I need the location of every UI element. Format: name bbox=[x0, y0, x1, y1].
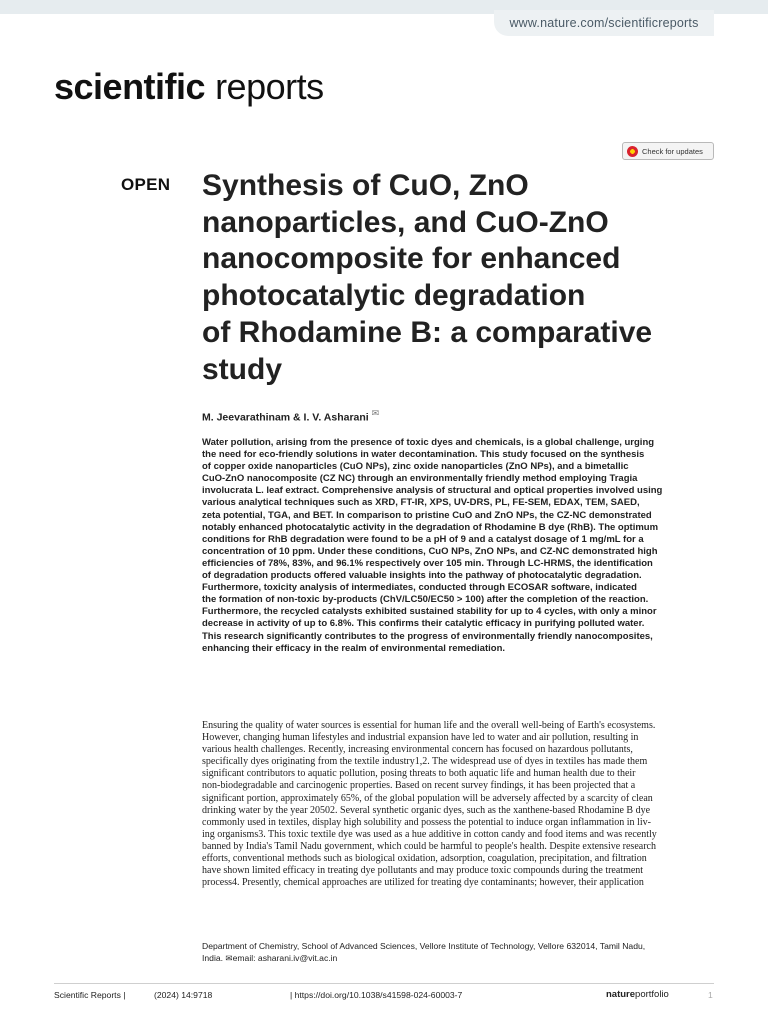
body-line: efforts, conventional methods such as biological oxidation, adsorption, coagulation, precipitation, and filtration bbox=[202, 853, 647, 865]
abstract-line: Furthermore, the recycled catalysts exhibited sustained stability for up to 4 cycles, with only a minor bbox=[202, 606, 657, 618]
title-line: Synthesis of CuO, ZnO bbox=[202, 169, 529, 202]
body-line: various health challenges. Recently, increasing environmental concern has focused on hazardous pollutants, bbox=[202, 744, 633, 756]
abstract-line: This research significantly contributes to the progress of environmentally friendly nanocomposites, bbox=[202, 630, 653, 642]
footer-volume: (2024) 14:9718 bbox=[154, 990, 213, 1000]
introduction-text bbox=[202, 720, 718, 889]
body-line: Ensuring the quality of water sources is essential for human life and the overall well-being of Earth's ecosystems. bbox=[202, 720, 656, 731]
body-line: ing organisms3. This toxic textile dye was used as a hue additive in cotton candy and food items and was recently bbox=[202, 828, 657, 840]
check-for-updates-label: Check for updates bbox=[642, 146, 703, 156]
journal-logo-light: reports bbox=[215, 66, 324, 107]
email-icon[interactable]: ✉ bbox=[371, 408, 380, 418]
body-line: commonly used in textiles, display high solubility and possess the potential to induce organ inflammation in liv- bbox=[202, 816, 651, 828]
article-title bbox=[202, 168, 712, 388]
title-line: nanoparticles, and CuO-ZnO bbox=[202, 205, 609, 239]
body-line: specifically dyes originating from the textile industry1,2. The widespread use of dyes in textiles has made them bbox=[202, 756, 648, 768]
abstract-line: concentration of 10 ppm. Under these conditions, CuO NPs, ZnO NPs, and CZ-NC demonstrated high bbox=[202, 545, 658, 557]
abstract-line: decrease in activity of up to 6.8%. This confirms their catalytic efficacy in purifying polluted water. bbox=[202, 618, 645, 630]
abstract-line: efficiencies of 78%, 83%, and 96.1% respectively over 105 min. Through LC-HRMS, the identification bbox=[202, 557, 653, 569]
check-for-updates-button[interactable] bbox=[622, 142, 714, 160]
body-line: However, changing human lifestyles and industrial expansion have led to water and air pollution, resulting in bbox=[202, 732, 639, 744]
body-line: significant portion, approximately 65%, of the global population will be adversely affected by a scarcity of clean bbox=[202, 792, 653, 804]
open-access-label: OPEN bbox=[121, 175, 171, 194]
brand-light: portfolio bbox=[635, 989, 669, 1000]
brand-bold: nature bbox=[606, 989, 636, 1000]
affiliation-line: India. ✉email: asharani.iv@vit.ac.in bbox=[202, 953, 338, 964]
footer-doi-link[interactable]: | https://doi.org/10.1038/s41598-024-60003-7 bbox=[290, 990, 463, 1000]
abstract-line: conditions for RhB degradation were found to be a pH of 9 and a catalyst dosage of 1 mg/mL for a bbox=[202, 533, 644, 545]
title-line: of Rhodamine B: a comparative bbox=[202, 315, 653, 349]
title-line: nanocomposite for enhanced bbox=[202, 242, 621, 276]
author-list[interactable] bbox=[202, 408, 379, 424]
body-line: non-biodegradable and carcinogenic properties. Based on recent survey findings, it has been projected that a bbox=[202, 780, 636, 792]
abstract-line: the formation of non-toxic by-products (ChV/LC50/EC50 > 100) after the completion of the reaction. bbox=[202, 594, 649, 606]
body-line: have shown limited efficacy in treating dye pollutants and may produce toxic compounds during the treatment bbox=[202, 865, 644, 877]
title-line: study bbox=[202, 352, 283, 386]
abstract-line: the need for eco-friendly solutions in water decontamination. This study focused on the synthesis bbox=[202, 449, 645, 461]
affiliation-line: Department of Chemistry, School of Advanced Sciences, Vellore Institute of Technology, Vellore 632014, Tamil Nadu, bbox=[202, 941, 646, 951]
title-line: photocatalytic degradation bbox=[202, 279, 586, 313]
journal-url[interactable]: www.nature.com/scientificreports bbox=[494, 10, 714, 36]
nature-portfolio-logo bbox=[606, 989, 669, 1000]
page-number: 1 bbox=[708, 990, 713, 1000]
journal-logo[interactable] bbox=[54, 66, 324, 108]
body-line: drinking water by the year 20502. Several synthetic organic dyes, such as the xanthene-based Rhodamine B dye bbox=[202, 804, 651, 816]
body-line: banned by India's Tamil Nadu government, which could be harmful to people's health. Despite extensive research bbox=[202, 840, 656, 852]
body-line: significant contributors to aquatic pollution, posing threats to both aquatic life and human health due to their bbox=[202, 768, 636, 780]
authors-text: M. Jeevarathinam & I. V. Asharani bbox=[202, 411, 369, 424]
abstract-line: of degradation products offered valuable insights into the pathway of photocatalytic degradation. bbox=[202, 570, 642, 582]
abstract bbox=[202, 437, 718, 655]
abstract-line: CuO-ZnO nanocomposite (CZ NC) through an environmentally friendly method employing Tragia bbox=[202, 473, 638, 485]
affiliation bbox=[202, 940, 718, 964]
body-line: process4. Presently, chemical approaches are utilized for treating dye contaminants; however, their application bbox=[202, 877, 644, 889]
abstract-line: enhancing their efficacy in the realm of environmental remediation. bbox=[202, 642, 506, 654]
abstract-line: zeta potential, TGA, and BET. In comparison to pristine CuO and ZnO NPs, the CZ-NC demonstrated bbox=[202, 509, 652, 521]
abstract-line: Furthermore, toxicity analysis of intermediates, conducted through ECOSAR software, indicated bbox=[202, 582, 637, 594]
page-footer bbox=[54, 990, 714, 1004]
footer-divider bbox=[54, 983, 714, 984]
abstract-line: Water pollution, arising from the presence of toxic dyes and chemicals, is a global challenge, urging bbox=[202, 437, 655, 448]
crossmark-icon bbox=[627, 146, 638, 157]
abstract-line: notably enhanced photocatalytic activity in the degradation of Rhodamine B dye (RhB). The optimum bbox=[202, 521, 659, 533]
footer-journal: Scientific Reports | bbox=[54, 990, 126, 1000]
abstract-line: of copper oxide nanoparticles (CuO NPs), zinc oxide nanoparticles (ZnO NPs), and a bimetallic bbox=[202, 461, 629, 473]
journal-logo-bold: scientific bbox=[54, 66, 206, 107]
abstract-line: involucrata L. leaf extract. Comprehensive analysis of structural and optical properties involved using bbox=[202, 485, 663, 497]
abstract-line: various analytical techniques such as XRD, FT-IR, XPS, UV-DRS, PL, FE-SEM, EDAX, TEM, SAED, bbox=[202, 497, 640, 509]
